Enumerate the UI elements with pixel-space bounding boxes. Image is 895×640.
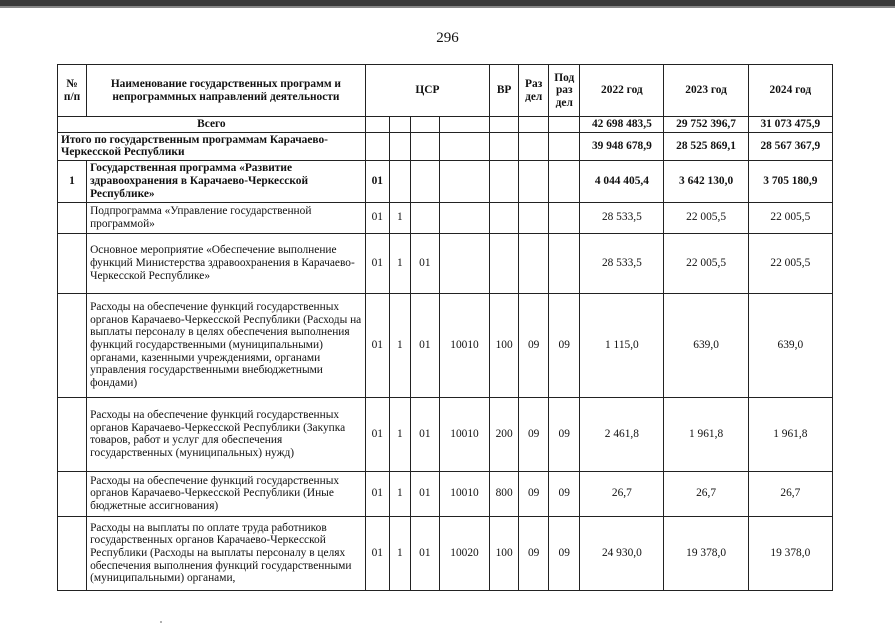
row-name: Расходы на обеспечение функций государственных органов Карачаево-Черкесской Республики (Иные бюджетные ассигнования) — [87, 471, 366, 516]
scan-speck — [160, 621, 162, 623]
table-row — [58, 202, 833, 233]
total-label: Всего — [58, 117, 366, 133]
value-2022: 28 533,5 — [580, 233, 664, 293]
value-2022: 24 930,0 — [580, 516, 664, 590]
total-row — [58, 117, 833, 133]
csr-direction: 10010 — [439, 293, 489, 397]
row-num: 1 — [58, 160, 87, 202]
header-2023: 2023 год — [664, 65, 748, 117]
value-2023: 1 961,8 — [664, 397, 748, 471]
csr-subprogram: 1 — [389, 397, 410, 471]
table-row — [58, 160, 833, 202]
row-name: Расходы на выплаты по оплате труда работников государственных органов Карачаево-Черкесской Республики (Расходы на выплаты персоналу в целях обеспечения выполнения функций государственными (муниципальными) органами, — [87, 516, 366, 590]
header-name: Наименование государственных программ и непрограммных направлений деятельности — [87, 65, 366, 117]
csr-program: 01 — [365, 160, 389, 202]
row-razdel — [519, 160, 549, 202]
value-2023: 19 378,0 — [664, 516, 748, 590]
value-2024: 26,7 — [748, 471, 832, 516]
row-name: Расходы на обеспечение функций государственных органов Карачаево-Черкесской Республики (Расходы на выплаты персоналу в целях обеспечения выполнения функций государственными (муниципальными) органами, казенными учреждениями, органами управления государственными внебюджетными фондами) — [87, 293, 366, 397]
row-num — [58, 233, 87, 293]
row-razdel: 09 — [519, 397, 549, 471]
value-2022: 4 044 405,4 — [580, 160, 664, 202]
total-2024: 31 073 475,9 — [748, 117, 832, 133]
row-num — [58, 516, 87, 590]
row-podrazdel: 09 — [549, 471, 580, 516]
value-2024: 639,0 — [748, 293, 832, 397]
row-razdel — [519, 202, 549, 233]
header-row — [58, 65, 833, 117]
programs-total-label: Итого по государственным программам Карачаево-Черкесской Республики — [58, 132, 366, 160]
value-2022: 26,7 — [580, 471, 664, 516]
page-number: 296 — [436, 30, 459, 46]
table-row — [58, 233, 833, 293]
csr-event — [410, 160, 439, 202]
row-num — [58, 471, 87, 516]
csr-event: 01 — [410, 397, 439, 471]
programs-total-2024: 28 567 367,9 — [748, 132, 832, 160]
csr-subprogram: 1 — [389, 233, 410, 293]
row-name: Основное мероприятие «Обеспечение выполнение функций Министерства здравоохранения в Карачаево-Черкесской Республике» — [87, 233, 366, 293]
table-row — [58, 293, 833, 397]
csr-direction: 10010 — [439, 397, 489, 471]
value-2024: 19 378,0 — [748, 516, 832, 590]
value-2023: 26,7 — [664, 471, 748, 516]
csr-event: 01 — [410, 293, 439, 397]
row-vr: 100 — [490, 516, 519, 590]
row-vr: 800 — [490, 471, 519, 516]
row-podrazdel: 09 — [549, 516, 580, 590]
csr-program: 01 — [365, 202, 389, 233]
row-num — [58, 397, 87, 471]
row-name: Государственная программа «Развитие здравоохранения в Карачаево-Черкесской Республике» — [87, 160, 366, 202]
value-2023: 22 005,5 — [664, 233, 748, 293]
programs-total-2023: 28 525 869,1 — [664, 132, 748, 160]
value-2024: 22 005,5 — [748, 202, 832, 233]
csr-subprogram: 1 — [389, 471, 410, 516]
table-row — [58, 397, 833, 471]
csr-program: 01 — [365, 397, 389, 471]
header-csr: ЦСР — [365, 65, 489, 117]
table-row — [58, 516, 833, 590]
header-vr: ВР — [490, 65, 519, 117]
value-2023: 639,0 — [664, 293, 748, 397]
row-num — [58, 293, 87, 397]
csr-program: 01 — [365, 516, 389, 590]
header-podrazdel: Под раз дел — [549, 65, 580, 117]
row-vr — [490, 160, 519, 202]
header-razdel: Раз дел — [519, 65, 549, 117]
total-2023: 29 752 396,7 — [664, 117, 748, 133]
csr-direction — [439, 160, 489, 202]
table-body — [58, 160, 833, 590]
value-2024: 1 961,8 — [748, 397, 832, 471]
csr-event: 01 — [410, 516, 439, 590]
csr-program: 01 — [365, 233, 389, 293]
csr-direction: 10010 — [439, 471, 489, 516]
header-num: № п/п — [58, 65, 87, 117]
value-2024: 3 705 180,9 — [748, 160, 832, 202]
row-name: Подпрограмма «Управление государственной программой» — [87, 202, 366, 233]
value-2023: 3 642 130,0 — [664, 160, 748, 202]
row-podrazdel — [549, 160, 580, 202]
row-podrazdel: 09 — [549, 397, 580, 471]
row-vr — [490, 233, 519, 293]
value-2024: 22 005,5 — [748, 233, 832, 293]
row-podrazdel — [549, 233, 580, 293]
csr-program: 01 — [365, 293, 389, 397]
header-2022: 2022 год — [580, 65, 664, 117]
value-2023: 22 005,5 — [664, 202, 748, 233]
total-2022: 42 698 483,5 — [580, 117, 664, 133]
row-vr — [490, 202, 519, 233]
row-name: Расходы на обеспечение функций государственных органов Карачаево-Черкесской Республики (Закупка товаров, работ и услуг для обеспечения государственных (муниципальных) нужд) — [87, 397, 366, 471]
csr-subprogram — [389, 160, 410, 202]
budget-table — [57, 64, 833, 591]
csr-subprogram: 1 — [389, 202, 410, 233]
row-razdel — [519, 233, 549, 293]
csr-direction — [439, 202, 489, 233]
value-2022: 1 115,0 — [580, 293, 664, 397]
csr-event: 01 — [410, 471, 439, 516]
csr-direction: 10020 — [439, 516, 489, 590]
row-vr: 100 — [490, 293, 519, 397]
csr-subprogram: 1 — [389, 516, 410, 590]
scan-top-edge-shadow — [0, 6, 895, 8]
row-num — [58, 202, 87, 233]
row-razdel: 09 — [519, 293, 549, 397]
value-2022: 28 533,5 — [580, 202, 664, 233]
row-vr: 200 — [490, 397, 519, 471]
value-2022: 2 461,8 — [580, 397, 664, 471]
row-razdel: 09 — [519, 516, 549, 590]
table-row — [58, 471, 833, 516]
programs-total-2022: 39 948 678,9 — [580, 132, 664, 160]
row-podrazdel — [549, 202, 580, 233]
programs-total-row — [58, 132, 833, 160]
csr-program: 01 — [365, 471, 389, 516]
csr-event: 01 — [410, 233, 439, 293]
row-podrazdel: 09 — [549, 293, 580, 397]
csr-direction — [439, 233, 489, 293]
csr-event — [410, 202, 439, 233]
header-2024: 2024 год — [748, 65, 832, 117]
csr-subprogram: 1 — [389, 293, 410, 397]
row-razdel: 09 — [519, 471, 549, 516]
